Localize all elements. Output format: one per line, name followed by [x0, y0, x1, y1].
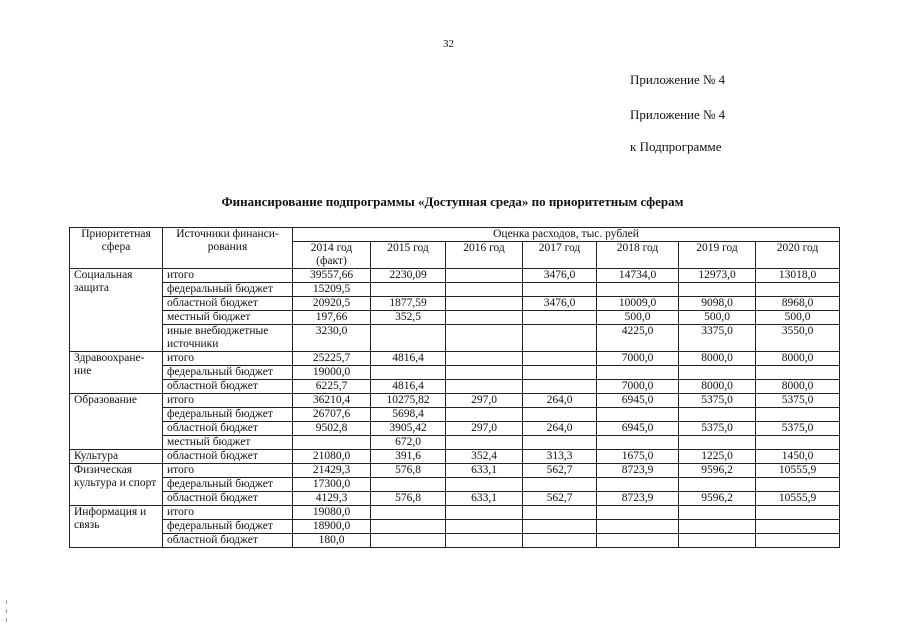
source-cell: федеральный бюджет	[163, 283, 293, 297]
value-cell	[679, 366, 756, 380]
value-cell: 633,1	[446, 492, 523, 506]
document-title: Финансирование подпрограммы «Доступная среда» по приоритетным сферам	[221, 194, 684, 209]
source-cell: областной бюджет	[163, 492, 293, 506]
value-cell: 6225,7	[293, 380, 371, 394]
value-cell: 9596,2	[679, 464, 756, 478]
value-cell	[523, 283, 597, 297]
value-cell: 13018,0	[756, 269, 840, 283]
header-sources: Источники финанси-рования	[163, 228, 293, 269]
header-year: 2019 год	[679, 242, 756, 269]
source-cell: областной бюджет	[163, 450, 293, 464]
value-cell: 5375,0	[756, 422, 840, 436]
sphere-cell: Информация и связь	[70, 506, 163, 548]
value-cell: 562,7	[523, 492, 597, 506]
source-cell: федеральный бюджет	[163, 366, 293, 380]
value-cell: 8000,0	[756, 352, 840, 366]
value-cell	[597, 366, 679, 380]
value-cell: 8000,0	[756, 380, 840, 394]
value-cell: 6945,0	[597, 422, 679, 436]
value-cell: 19080,0	[293, 506, 371, 520]
value-cell: 576,8	[371, 492, 446, 506]
value-cell: 352,5	[371, 311, 446, 325]
value-cell	[756, 366, 840, 380]
value-cell: 10275,82	[371, 394, 446, 408]
sphere-cell: Культура	[70, 450, 163, 464]
value-cell: 7000,0	[597, 352, 679, 366]
scan-mark	[6, 609, 7, 613]
value-cell: 19000,0	[293, 366, 371, 380]
table-row	[70, 478, 840, 492]
value-cell: 313,3	[523, 450, 597, 464]
value-cell: 672,0	[371, 436, 446, 450]
value-cell	[446, 506, 523, 520]
value-cell: 3905,42	[371, 422, 446, 436]
value-cell	[446, 352, 523, 366]
source-cell: местный бюджет	[163, 311, 293, 325]
table-row	[70, 506, 840, 520]
value-cell	[597, 506, 679, 520]
table-row	[70, 283, 840, 297]
value-cell	[597, 408, 679, 422]
value-cell: 5375,0	[679, 394, 756, 408]
appendix-label: Приложение № 4	[630, 72, 726, 87]
value-cell: 9596,2	[679, 492, 756, 506]
financing-table	[69, 227, 840, 548]
value-cell: 12973,0	[679, 269, 756, 283]
value-cell	[597, 520, 679, 534]
value-cell: 21429,3	[293, 464, 371, 478]
value-cell	[371, 478, 446, 492]
value-cell: 8000,0	[679, 380, 756, 394]
table-row	[70, 311, 840, 325]
value-cell	[523, 506, 597, 520]
value-cell	[446, 366, 523, 380]
value-cell	[446, 380, 523, 394]
value-cell	[756, 408, 840, 422]
source-cell: итого	[163, 352, 293, 366]
value-cell: 10009,0	[597, 297, 679, 311]
header-sphere: Приоритетная сфера	[70, 228, 163, 269]
source-cell: итого	[163, 506, 293, 520]
value-cell	[756, 506, 840, 520]
source-cell: местный бюджет	[163, 436, 293, 450]
value-cell	[679, 520, 756, 534]
value-cell: 39557,66	[293, 269, 371, 283]
header-year: 2017 год	[523, 242, 597, 269]
value-cell: 391,6	[371, 450, 446, 464]
value-cell	[679, 283, 756, 297]
table-row	[70, 422, 840, 436]
value-cell	[371, 534, 446, 548]
value-cell: 576,8	[371, 464, 446, 478]
value-cell	[597, 436, 679, 450]
value-cell: 25225,7	[293, 352, 371, 366]
value-cell	[756, 436, 840, 450]
table-row	[70, 380, 840, 394]
source-cell: федеральный бюджет	[163, 408, 293, 422]
source-cell: областной бюджет	[163, 534, 293, 548]
value-cell: 562,7	[523, 464, 597, 478]
value-cell: 297,0	[446, 394, 523, 408]
value-cell	[371, 283, 446, 297]
value-cell	[756, 534, 840, 548]
value-cell: 1450,0	[756, 450, 840, 464]
value-cell	[523, 478, 597, 492]
header-year: 2014 год (факт)	[293, 242, 371, 269]
scan-mark	[6, 618, 7, 622]
table-row	[70, 394, 840, 408]
value-cell	[293, 436, 371, 450]
value-cell: 21080,0	[293, 450, 371, 464]
table-row	[70, 450, 840, 464]
value-cell	[679, 506, 756, 520]
value-cell: 36210,4	[293, 394, 371, 408]
source-cell: итого	[163, 269, 293, 283]
value-cell: 500,0	[756, 311, 840, 325]
table-row	[70, 436, 840, 450]
header-year: 2016 год	[446, 242, 523, 269]
value-cell	[756, 283, 840, 297]
value-cell: 8000,0	[679, 352, 756, 366]
header-year: 2020 год	[756, 242, 840, 269]
value-cell: 9098,0	[679, 297, 756, 311]
sphere-cell: Здравоохране-ние	[70, 352, 163, 394]
value-cell	[446, 311, 523, 325]
table-row	[70, 408, 840, 422]
value-cell: 352,4	[446, 450, 523, 464]
value-cell	[523, 408, 597, 422]
table-row	[70, 366, 840, 380]
source-cell: областной бюджет	[163, 422, 293, 436]
source-cell: итого	[163, 394, 293, 408]
value-cell	[446, 408, 523, 422]
table-row	[70, 297, 840, 311]
value-cell: 4129,3	[293, 492, 371, 506]
value-cell: 197,66	[293, 311, 371, 325]
value-cell	[446, 269, 523, 283]
table-row	[70, 352, 840, 366]
value-cell: 3375,0	[679, 325, 756, 352]
page-number: 32	[443, 38, 454, 50]
source-cell: федеральный бюджет	[163, 520, 293, 534]
table-row	[70, 492, 840, 506]
value-cell: 2230,09	[371, 269, 446, 283]
value-cell: 1225,0	[679, 450, 756, 464]
value-cell	[679, 534, 756, 548]
header-estimate: Оценка расходов, тыс. рублей	[293, 228, 840, 242]
table-row	[70, 534, 840, 548]
value-cell	[446, 520, 523, 534]
value-cell: 1877,59	[371, 297, 446, 311]
value-cell: 8723,9	[597, 464, 679, 478]
value-cell	[446, 297, 523, 311]
value-cell	[446, 283, 523, 297]
value-cell: 7000,0	[597, 380, 679, 394]
value-cell: 8723,9	[597, 492, 679, 506]
appendix-subprogram: к Подпрограмме	[630, 139, 722, 154]
value-cell	[446, 534, 523, 548]
value-cell: 26707,6	[293, 408, 371, 422]
value-cell: 5375,0	[679, 422, 756, 436]
table-row	[70, 325, 840, 352]
value-cell: 3550,0	[756, 325, 840, 352]
source-cell: областной бюджет	[163, 380, 293, 394]
value-cell: 500,0	[679, 311, 756, 325]
value-cell: 5698,4	[371, 408, 446, 422]
header-year: 2018 год	[597, 242, 679, 269]
value-cell	[371, 506, 446, 520]
value-cell: 3476,0	[523, 297, 597, 311]
value-cell	[523, 311, 597, 325]
value-cell	[446, 436, 523, 450]
value-cell	[597, 478, 679, 492]
value-cell: 8968,0	[756, 297, 840, 311]
value-cell: 20920,5	[293, 297, 371, 311]
table-row	[70, 520, 840, 534]
source-cell: иные внебюджетные источники	[163, 325, 293, 352]
table-row	[70, 464, 840, 478]
value-cell	[523, 534, 597, 548]
value-cell: 9502,8	[293, 422, 371, 436]
value-cell: 18900,0	[293, 520, 371, 534]
value-cell	[756, 520, 840, 534]
source-cell: федеральный бюджет	[163, 478, 293, 492]
sphere-cell: Образование	[70, 394, 163, 450]
value-cell	[523, 436, 597, 450]
value-cell	[371, 520, 446, 534]
value-cell: 15209,5	[293, 283, 371, 297]
source-cell: областной бюджет	[163, 297, 293, 311]
value-cell: 14734,0	[597, 269, 679, 283]
value-cell	[756, 478, 840, 492]
value-cell: 10555,9	[756, 492, 840, 506]
value-cell	[523, 352, 597, 366]
value-cell	[523, 380, 597, 394]
value-cell	[446, 478, 523, 492]
value-cell: 500,0	[597, 311, 679, 325]
value-cell	[679, 408, 756, 422]
value-cell: 264,0	[523, 394, 597, 408]
value-cell: 264,0	[523, 422, 597, 436]
value-cell: 17300,0	[293, 478, 371, 492]
value-cell: 5375,0	[756, 394, 840, 408]
sphere-cell: Физическая культура и спорт	[70, 464, 163, 506]
value-cell: 6945,0	[597, 394, 679, 408]
value-cell: 4225,0	[597, 325, 679, 352]
value-cell: 10555,9	[756, 464, 840, 478]
value-cell: 3230,0	[293, 325, 371, 352]
value-cell	[597, 283, 679, 297]
value-cell: 180,0	[293, 534, 371, 548]
value-cell	[371, 366, 446, 380]
value-cell: 4816,4	[371, 352, 446, 366]
source-cell: итого	[163, 464, 293, 478]
header-year: 2015 год	[371, 242, 446, 269]
table-row	[70, 269, 840, 283]
appendix-label-repeat: Приложение № 4	[630, 107, 726, 122]
value-cell	[523, 520, 597, 534]
value-cell	[371, 325, 446, 352]
value-cell	[523, 366, 597, 380]
value-cell: 3476,0	[523, 269, 597, 283]
scan-mark	[6, 600, 7, 604]
value-cell	[523, 325, 597, 352]
value-cell: 1675,0	[597, 450, 679, 464]
value-cell: 297,0	[446, 422, 523, 436]
value-cell	[679, 478, 756, 492]
value-cell	[446, 325, 523, 352]
value-cell: 633,1	[446, 464, 523, 478]
value-cell	[679, 436, 756, 450]
value-cell: 4816,4	[371, 380, 446, 394]
sphere-cell: Социальная защита	[70, 269, 163, 352]
value-cell	[597, 534, 679, 548]
